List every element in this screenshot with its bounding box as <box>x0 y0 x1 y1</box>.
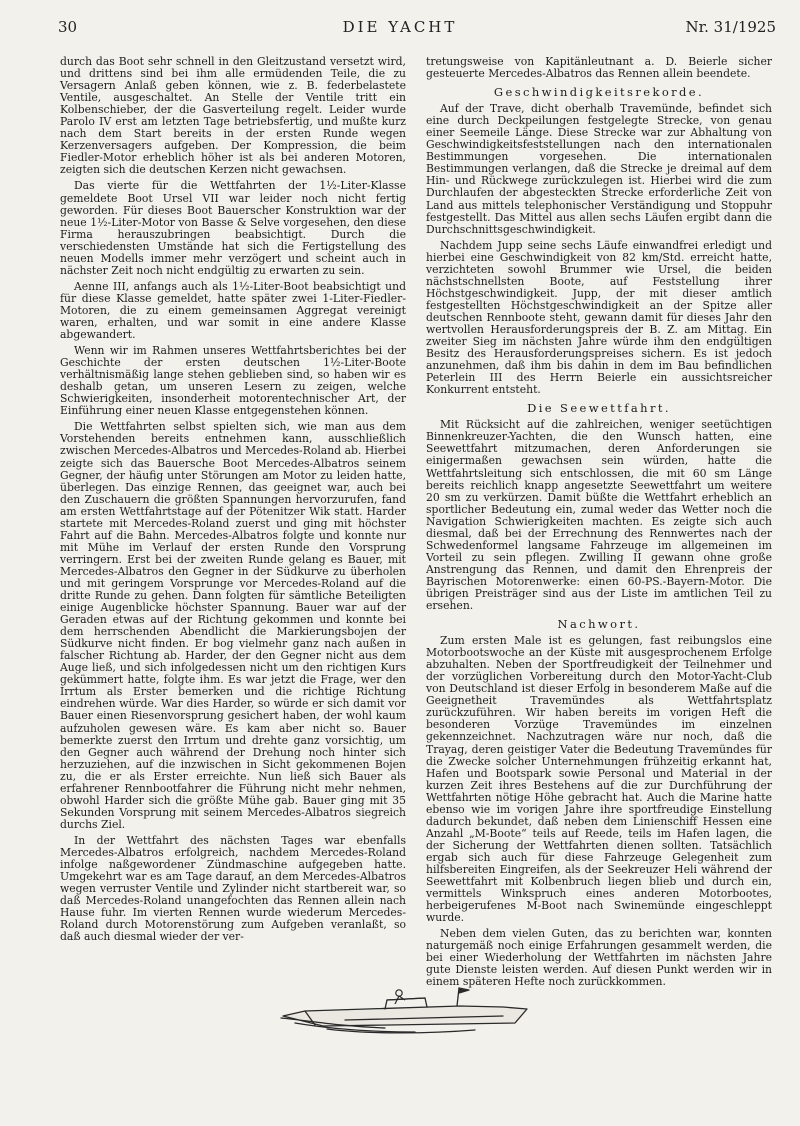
paragraph: Wenn wir im Rahmen unseres Wettfahrtsberichtes bei der Geschichte der ersten deutschen 1½-Liter-Boote verhältnismäßig lange stehen geblieben sind, so haben wir es deshalb getan, um unseren Lesern zu zeigen, welche Schwierigkeiten, insonderheit motorentechnischer Art, der Einführung einer neuen Klasse entgegenstehen können. <box>60 344 406 418</box>
paragraph: Nachdem Jupp seine sechs Läufe einwandfrei erledigt und hierbei eine Geschwindigkeit von 82 km/Std. erreicht hatte, verzichteten sowohl Brummer wie Ursel, die beiden nächstschnellsten Boote, auf Feststellung ihrer Höchstgeschwindigkeit. Jupp, der mit dieser amtlich festgestellten Höchstgeschwindigkeit an der Spitze aller deutschen Rennboote steht, gewann damit für dieses Jahr den wertvollen Herausforderungspreis der B. Z. am Mittag. Ein zweiter Sieg im nächsten Jahre würde ihm den endgültigen Besitz des Herausforderungspreises sichern. Es ist jedoch anzunehmen, daß ihm bis dahin in dem im Bau befindlichen Peterlein III des Herrn Beierle ein aussichtsreicher Konkurrent entsteht. <box>426 238 772 397</box>
paragraph: Neben dem vielen Guten, das zu berichten war, konnten naturgemäß noch einige Erfahrungen gesammelt werden, die bei einer Wiederholung der Wettfahrten im nächsten Jahre gute Dienste leisten werden. Auf diesen Punkt werden wir in einem späteren Hefte noch zurückkommen. <box>426 927 772 989</box>
paragraph: durch das Boot sehr schnell in den Gleitzustand versetzt wird, und drittens sind bei ihm alle ermüdenden Teile, die zu Versagern Anlaß geben können, wie z. B. federbelastete Ventile, ausgeschaltet. An Stelle der Ventile tritt ein Kolbenschieber, der die Gasverteilung regelt. Leider wurde Parolo IV erst am letzten Tage betriebsfertig, und mußte kurz nach dem Start bereits in der ersten Runde wegen Kerzenversagers aufgeben. Der Kompression, die beim Fiedler-Motor erheblich höher ist als bei anderen Motoren, zeigten sich die deutschen Kerzen nicht gewachsen. <box>60 55 406 177</box>
left-column <box>60 56 406 947</box>
issue-number: Nr. 31/1925 <box>685 18 776 36</box>
motorboat-sketch-icon <box>275 976 545 1040</box>
paragraph: Mit Rücksicht auf die zahlreichen, weniger seetüchtigen Binnenkreuzer-Yachten, die den Wunsch hatten, eine Seewettfahrt mitzumachen, deren Anforderungen sie einigermaßen gewachsen sein würden, hatte die Wettfahrtsleitung sich entschlossen, die mit 60 sm Länge bereits reichlich knapp angesetzte Seewettfahrt um weitere 20 sm zu verkürzen. Damit büßte die Wettfahrt erheblich an sportlicher Bedeutung ein, zumal weder das Wetter noch die Navigation Schwierigkeiten machten. Es zeigte sich auch diesmal, daß bei der Errechnung des Rennwertes nach der Schwedenformel langsame Fahrzeuge im allgemeinen im Vorteil zu sein pflegen. Zwilling II gewann ohne große Anstrengung das Rennen, und damit den Ehrenpreis der Bayrischen Motorenwerke: einen 60-PS.-Bayern-Motor. Die übrigen Preisträger sind aus der Liste im amtlichen Teil zu ersehen. <box>426 418 772 613</box>
paragraph: Das vierte für die Wettfahrten der 1½-Liter-Klasse gemeldete Boot Ursel VII war leider noch nicht fertig geworden. Für dieses Boot Bauerscher Konstruktion war der neue 1½-Liter-Motor von Basse & Selve vorgesehen, den diese Firma herauszubringen beabsichtigt. Durch die verschiedensten Umstände hat sich die Fertigstellung des neuen Modells immer mehr verzögert und scheint auch in nächster Zeit noch nicht endgültig zu erwarten zu sein. <box>60 179 406 277</box>
paragraph: Aenne III, anfangs auch als 1½-Liter-Boot beabsichtigt und für diese Klasse gemeldet, hatte später zwei 1-Liter-Fiedler-Motoren, die zu einem gemeinsamen Aggregat vereinigt waren, erhalten, und war somit in eine andere Klasse abgewandert. <box>60 279 406 342</box>
paragraph: Die Wettfahrten selbst spielten sich, wie man aus dem Vorstehenden bereits entnehmen kann, ausschließlich zwischen Mercedes-Albatros und Mercedes-Roland ab. Hierbei zeigte sich das Bauersche Boot Mercedes-Albatros seinem Gegner, der häufig unter Störungen am Motor zu leiden hatte, überlegen. Das einzige Rennen, das geeignet war, auch bei den Zuschauern die größten Spannungen hervorzurufen, fand am ersten Wettfahrtstage auf der Pötenitzer Wik statt. Harder startete mit Mercedes-Roland zuerst und ging mit höchster Fahrt auf die Bahn. Mercedes-Albatros folgte und konnte nur mit Mühe im Verlauf der ersten Runde den Vorsprung verringern. Erst bei der zweiten Runde gelang es Bauer, mit Mercedes-Albatros den Gegner in der Südkurve zu überholen und mit geringem Vorsprunge vor Mercedes-Roland auf die dritte Runde zu gehen. Dann folgten für sämtliche Beteiligten einige Augenblicke höchster Spannung. Bauer war auf der Geraden etwas auf der Richtung gekommen und konnte bei dem herrschenden Abendlicht die Markierungsbojen der Südkurve nicht finden. Er bog vielmehr ganz nach außen in falscher Richtung ab. Harder, der den Gegner nicht aus dem Auge ließ, und sich infolgedessen nicht um den richtigen Kurs gekümmert hatte, folgte ihm. Es war jetzt die Frage, wer den Irrtum als Erster bemerken und die richtige Richtung eindrehen würde. War dies Harder, so würde er sich damit vor Bauer einen Riesenvorsprung gesichert haben, der wohl kaum aufzuholen gewesen wäre. Es kam aber nicht so. Bauer bemerkte zuerst den Irrtum und drehte ganz vorsichtig, um den Gegner auch während der Drehung noch hinter sich herzuziehen, auf die inzwischen in Sicht gekommenen Bojen zu, die er als Erster erreichte. Nun ließ sich Bauer als erfahrener Rennbootfahrer die Führung nicht mehr nehmen, obwohl Harder sich die größte Mühe gab. Bauer ging mit 35 Sekunden Vorsprung mit seinem Mercedes-Albatros siegreich durchs Ziel. <box>60 420 406 831</box>
paragraph: Auf der Trave, dicht oberhalb Travemünde, befindet sich eine durch Deckpeilungen festgelegte Strecke, von genau einer Seemeile Länge. Diese Strecke war zur Abhaltung von Geschwindigkeitsfeststellungen nach den internationalen Bestimmungen vorgesehen. Die internationalen Bestimmungen verlangen, daß die Strecke je dreimal auf dem Hin- und Rückwege zurückzulegen ist. Hierbei wird die zum Durchlaufen der abgesteckten Strecke erforderliche Zeit von Land aus mittels telephonischer Verständigung und Stoppuhr festgestellt. Das Mittel aus allen sechs Läufen ergibt dann die Durchschnittsgeschwindigkeit. <box>426 102 772 236</box>
page-title: DIE YACHT <box>342 18 458 36</box>
paragraph: In der Wettfahrt des nächsten Tages war ebenfalls Mercedes-Albatros erfolgreich, nachdem Mercedes-Roland infolge naßgewordener Zündmaschine aufgegeben hatte. Umgekehrt war es am Tage darauf, an dem Mercedes-Albatros wegen verruster Ventile und Zylinder nicht startbereit war, so daß Mercedes-Roland unangefochten das Rennen allein nach Hause fuhr. Im vierten Rennen wurde wiederum Mercedes-Roland durch Motorenstörung zum Aufgeben veranlaßt, so daß auch diesmal wieder der ver- <box>60 833 406 944</box>
right-column <box>426 56 772 992</box>
section-heading: Nachwort. <box>557 617 641 632</box>
paragraph: Zum ersten Male ist es gelungen, fast reibungslos eine Motorbootswoche an der Küste mit ausgesprochenem Erfolge abzuhalten. Neben der Sportfreudigkeit der Teilnehmer und der vorzüglichen Vorbereitung durch den Motor-Yacht-Club von Deutschland ist dieser Erfolg in besonderem Maße auf die Geeignetheit Travemündes als Wettfahrtsplatz zurückzuführen. Wir haben bereits im vorigen Heft die besonderen Vorzüge Travemündes im einzelnen gekennzeichnet. Nachzutragen wäre nur noch, daß die Trayag, deren geistiger Vater die Bedeutung Travemündes für die Zwecke solcher Unternehmungen frühzeitig erkannt hat, Hafen und Bootspark sowie Personal und Material in der kurzen Zeit ihres Bestehens auf die zur Durchführung der Wettfahrten nötige Höhe gebracht hat. Auch die Marine hatte ebenso wie im vorigen Jahre ihre sportfreudige Einstellung dadurch bekundet, daß neben dem Linienschiff Hessen eine Anzahl „M-Boote“ teils auf Reede, teils im Hafen lagen, die der Sicherung der Wettfahrten dienen sollten. Tatsächlich ergab sich auch für diese Fahrzeuge Gelegenheit zum hilfsbereiten Eingreifen, als der Seekreuzer Heli während der Seewettfahrt mit Kolbenbruch liegen blieb und durch ein, vermittels Winkspruch eines anderen Motorbootes, herbeigerufenes M-Boot nach Swinemünde eingeschleppt wurde. <box>426 634 772 925</box>
section-heading: Geschwindigkeitsrekorde. <box>493 85 705 100</box>
paragraph: tretungsweise von Kapitänleutnant a. D. Beierle sicher gesteuerte Mercedes-Albatros das Rennen allein beendete. <box>426 55 772 81</box>
page-number: 30 <box>58 18 78 36</box>
section-heading: Die Seewettfahrt. <box>527 401 671 416</box>
